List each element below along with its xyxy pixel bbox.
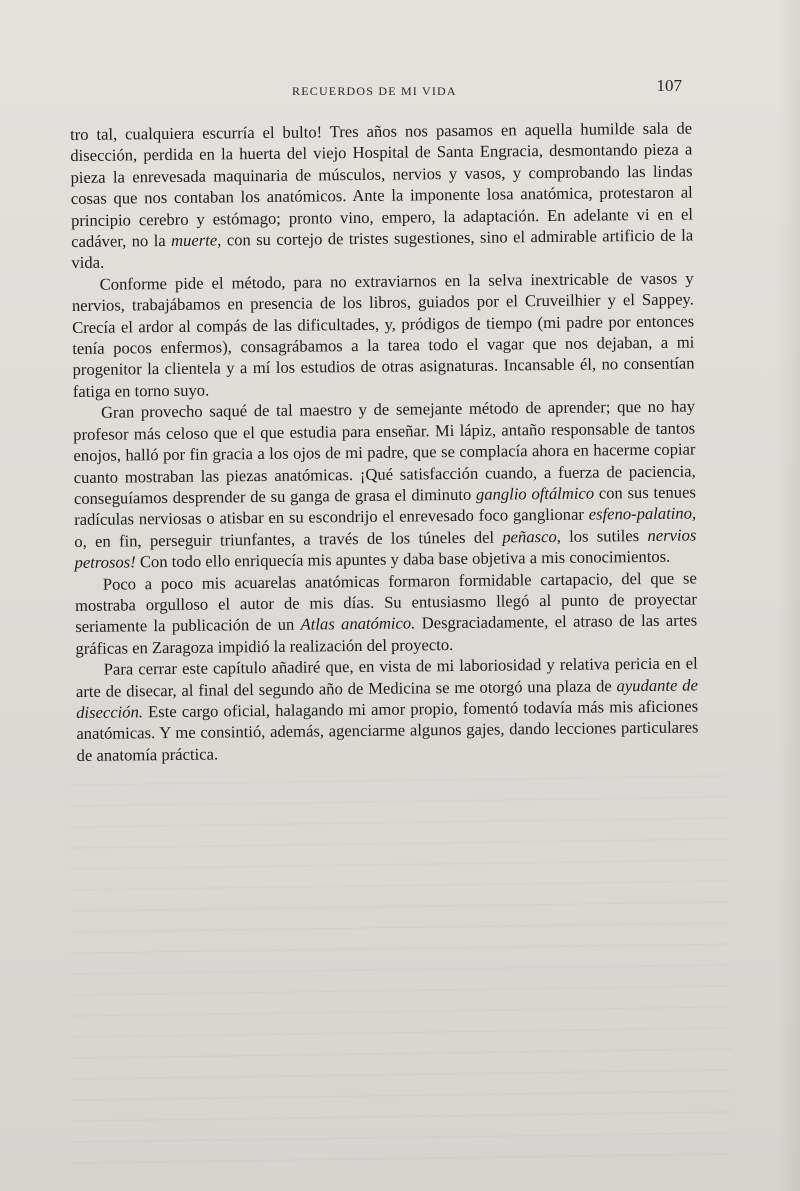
text-run: Para cerrar este capítulo añadiré que, en vista de mi laboriosidad y relativa pericia en el arte de disecar, al final del segundo año de Medicina se me otorgó una plaza de — [75, 653, 698, 701]
paragraph — [76, 653, 699, 767]
italic-phrase: Atlas anatómico. — [300, 613, 416, 634]
paragraph — [70, 117, 694, 273]
italic-phrase: ganglio oftálmico — [475, 483, 595, 504]
text-run: Poco a poco mis acuarelas anatómicas formaron formidable cartapacio, del que se mostraba orgulloso el autor de mis días. Su entusiasmo llegó al punto de proyectar seriamente la publicación de un — [74, 567, 698, 637]
text-run: Desgraciadamente, el atraso de las artes gráficas en Zaragoza impidió la realización del proyecto. — [75, 610, 698, 658]
italic-phrase: ayudante de disección. — [76, 675, 699, 722]
text-run: , con su cortejo de tristes sugestiones, sino el admirable artificio de la vida. — [71, 225, 694, 273]
text-run: Gran provecho saqué de tal maestro y de semejante método de aprender; que no hay profesor más celoso que el que estudia para enseñar. Mi lápiz, antaño responsable de tantos enojos, halló por fin gracia a los ojos de mi padre, que se complacía ahora en hacerme copiar cuanto mostraban las piezas anatómicas. ¡Qué satisfacción cuando, a fuerza de paciencia, conseguíamos desprender de su ganga de grasa el diminuto — [73, 396, 696, 508]
text-run: con sus tenues radículas nerviosas o atisbar en su escondrijo el enrevesado foco ganglionar — [74, 482, 696, 530]
italic-phrase: esfeno-palatino, — [588, 503, 697, 524]
text-run: Este cargo oficial, halagando mi amor propio, fomentó todavía más mis aficiones anatómicas. Y me consintió, además, agenciarme algunos gajes, dando lecciones particulares de anatomía práctica. — [76, 696, 699, 765]
body-text — [70, 117, 699, 766]
text-run: o, en fin, perseguir triunfantes, a través de los túneles del — [74, 527, 503, 551]
running-title: RECUERDOS DE MI VIDA — [292, 84, 457, 98]
text-run: tro tal, cualquiera escurría el bulto! Tres años nos pasamos en aquella humilde sala de disección, perdida en la huerta del viejo Hospital de Santa Engracia, desmontando pieza a pieza la enrevesada maquinaria de músculos, nervios y vasos, y comprobando las lindas cosas que nos contaban los anatómicos. Ante la imponente losa anatómica, protestaron al principio cerebro y estómago; pronto vino, empero, la adaptación. En adelante vi en el cadáver, no la — [70, 118, 694, 252]
italic-phrase: nervios petrosos! — [74, 525, 697, 573]
text-run: Conforme pide el método, para no extraviarnos en la selva inextricable de vasos y nervios, trabajábamos en presencia de los libros, guiados por el Cruveilhier y el Sappey. Crecía el ardor al compás de las dificultades, y, pródigos de tiempo (mi padre por entonces tenía pocos enfermos), consagrábamos a la tarea todo el vagar que nos dejaban, a mi progenitor la clientela y a mí los estudios de otras asignaturas. Incansable él, no consentían fatiga en torno suyo. — [71, 268, 695, 401]
page-edge-shadow — [778, 0, 800, 1191]
italic-phrase: muerte — [171, 230, 218, 250]
text-run: los sutiles — [560, 525, 648, 546]
paragraph — [75, 567, 698, 659]
show-through-texture — [67, 755, 732, 1154]
paragraph — [73, 396, 697, 574]
page-header — [70, 76, 700, 102]
italic-phrase: peñasco, — [502, 526, 561, 547]
page-number: 107 — [656, 76, 682, 95]
paragraph — [72, 267, 695, 402]
text-run: Con todo ello enriquecía mis apuntes y daba base objetiva a mis conocimientos. — [135, 546, 671, 572]
